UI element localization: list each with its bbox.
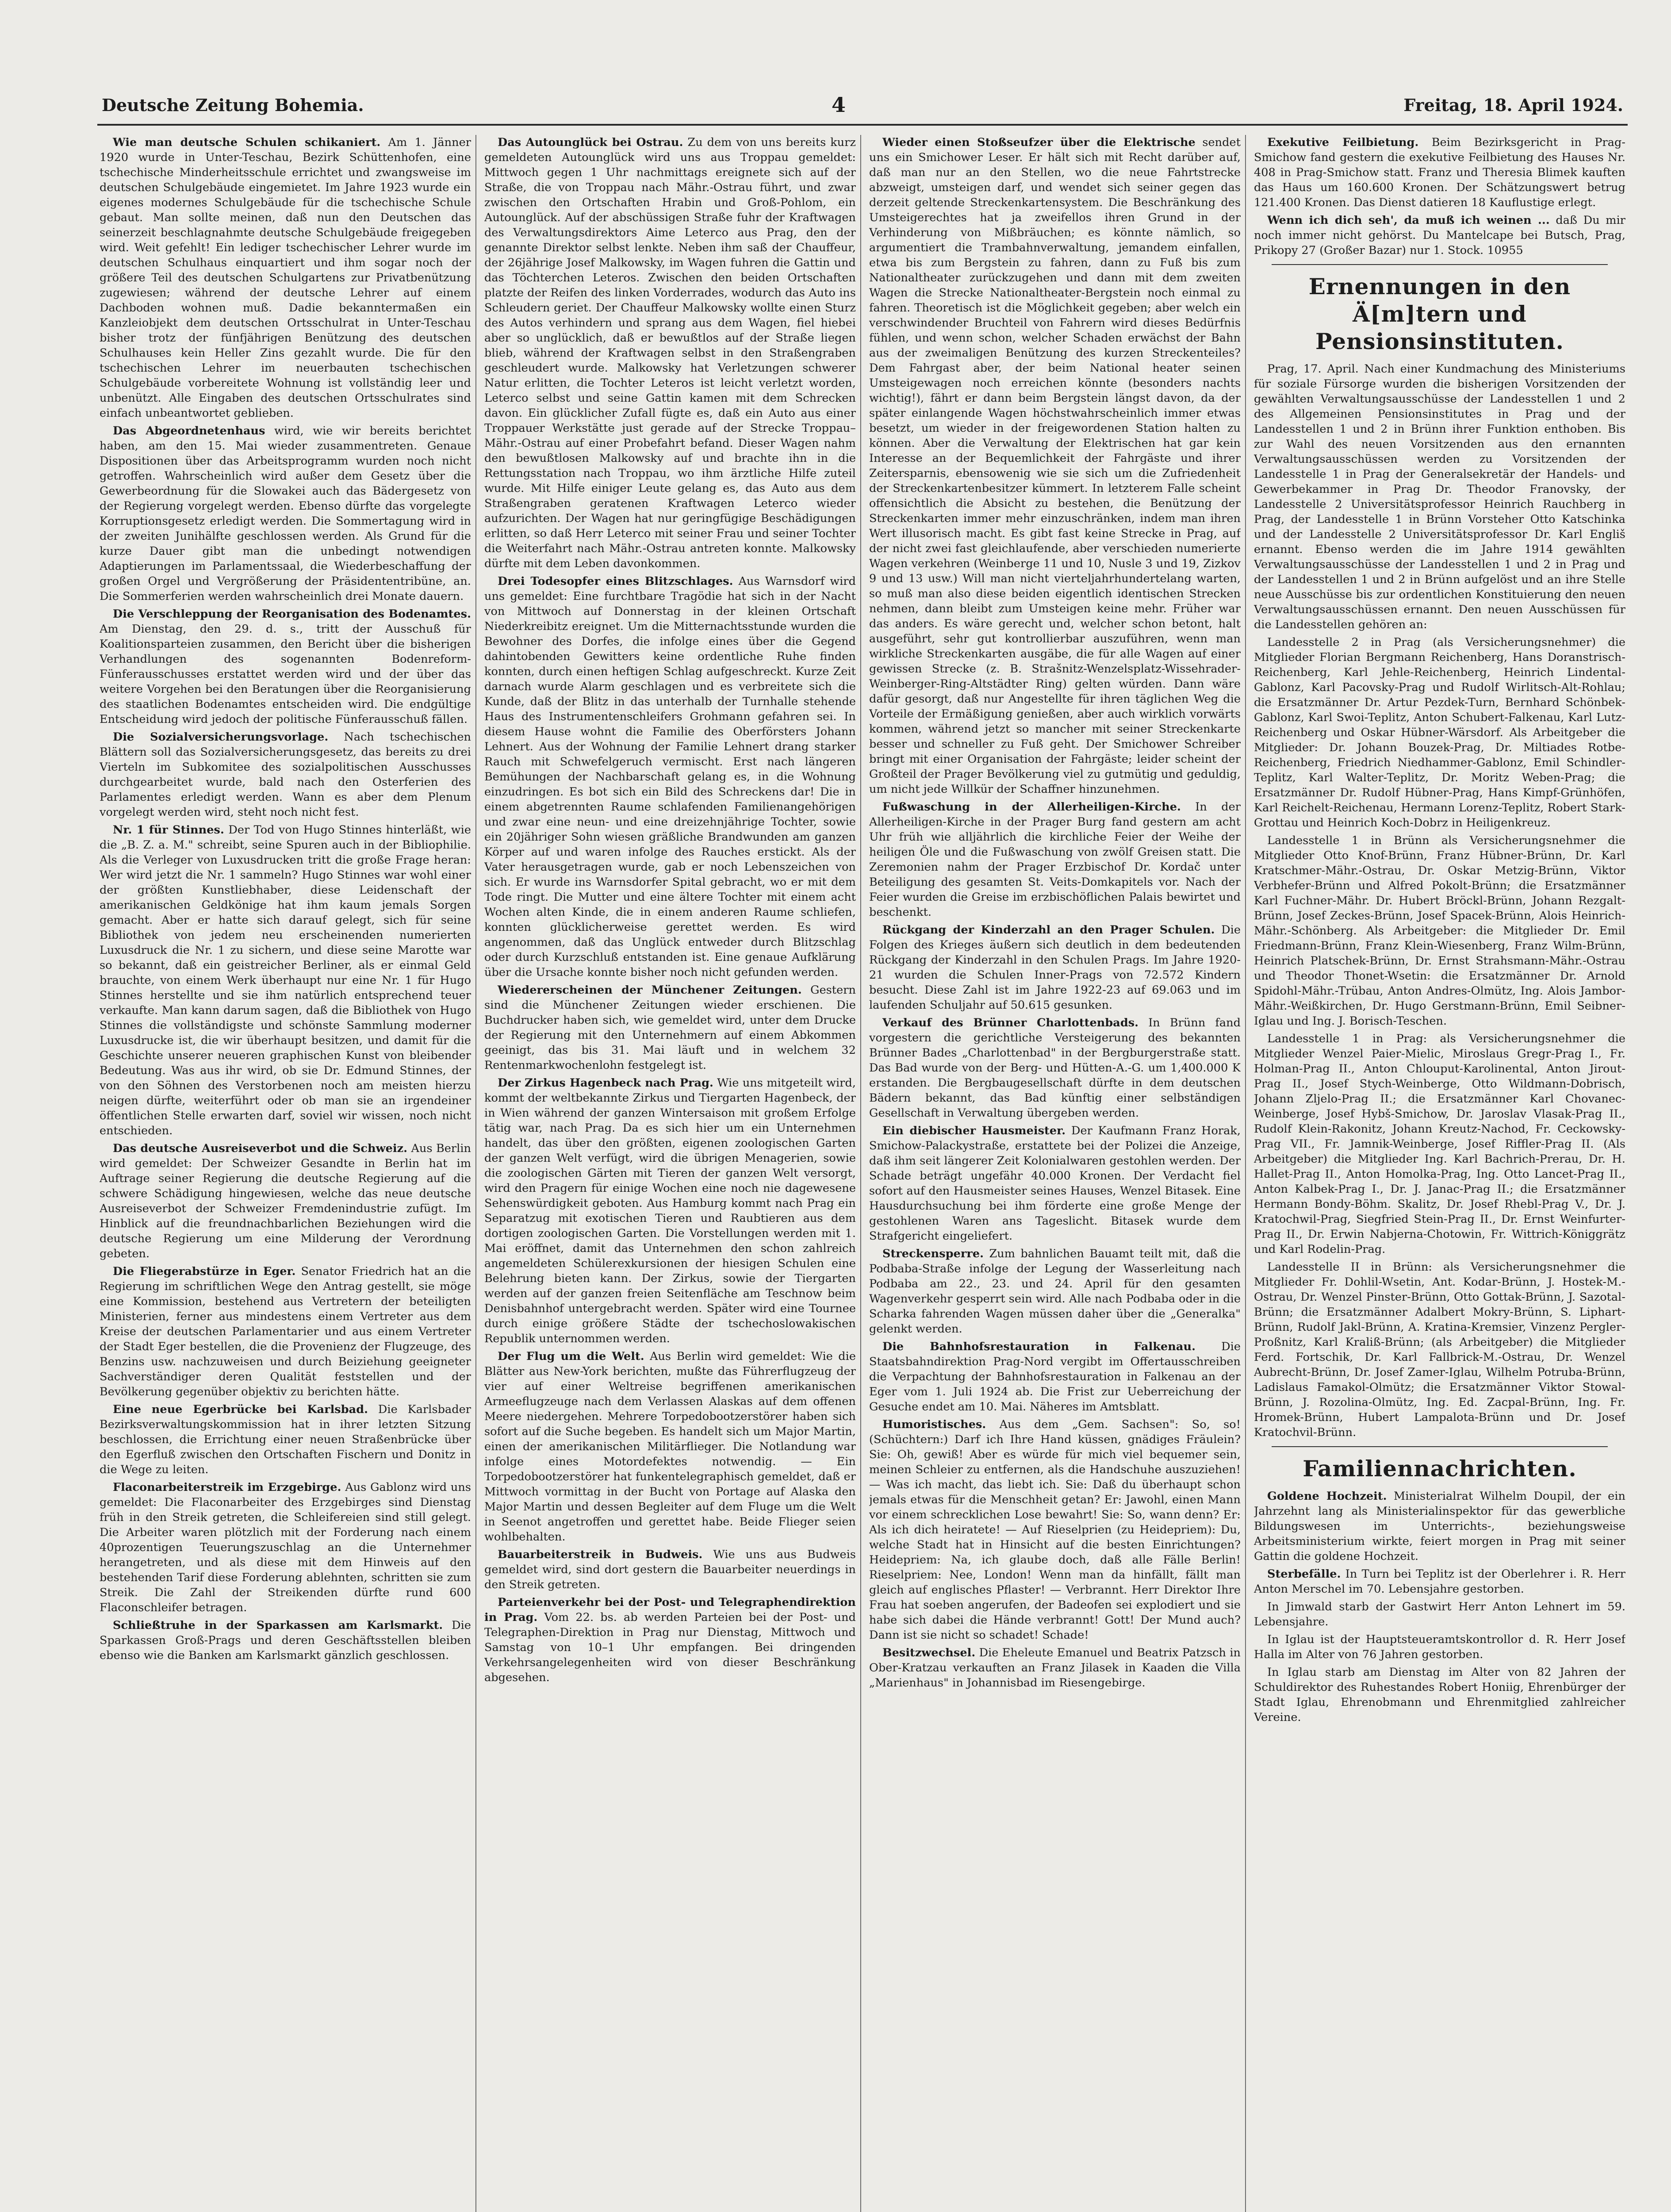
newspaper-page bbox=[84, 86, 1632, 2212]
article-body: sendet uns ein Smichower Leser. Er hält sich mit Recht darüber auf, daß man nur an den Stellen, wo die neue Fahrtstrecke abzweigt, umsteigen darf, und wendet sich seiner gegen das derzeit geltende Streckenkartensystem. Die Beschränkung des Umsteigerechtes hat ja zweifellos ihren Grund in der Verhinderung von Mißbräuchen; es könnte nämlich, so argumentiert die Trambahnverwaltung, jemandem einfallen, etwa bis zum Bergstein zu fahren, dann zu Fuß bis zum Nationaltheater zurückzugehen und dann mit dem zweiten Wagen die Strecke Nationaltheater-Bergstein noch einmal zu fahren. Theoretisch ist die Möglichkeit gegeben; aber welch ein verschwindender Bruchteil von Fahrern wird dieses Bedürfnis fühlen, und wenn schon, welcher Schaden erwächst der Bahn aus der zweimaligen Benützung des kurzen Streckenteiles? Dem Fahrgast aber, der beim National heater seinen Umsteigewagen noch erreichen könnte (besonders nachts wichtig!), fährt er dann beim Bergstein längst davon, da der später einlangende Wagen höchstwahrscheinlich immer etwas besetzt, um wieder in der freigewordenen Station halten zu können. Aber die Verwaltung der Elektrischen hat gar kein Interesse an der Bequemlichkeit der Fahrgäste und ihrer Zeitersparnis, ebensowenig wie sie sich um die Zufriedenheit der Streckenkartenbesitzer kümmert. In letzterem Falle scheint offensichtlich die Absicht zu bestehen, die Benützung der Streckenkarten immer mehr einzuschränken, indem man ihren Wert illusorisch macht. Es gibt fast keine Strecke in Prag, auf der nicht zwei fast gleichlaufende, aber verschieden numerierte Wagen verkehren (Weinberge 11 und 10, Nusle 3 und 19, Zizkov 9 und 13 usw.) Will man nicht vierteljahrhundertelang warten, so muß man also diese beiden eigentlich identischen Strecken nehmen, dann bleibt zum Umsteigen keine mehr. Früher war das anders. Es wäre gerecht und, welcher schon betont, halt ausgeführt, sehr gut kontrollierbar auszuführen, wenn man wirkliche Streckenkarten ausgäbe, die für alle Wagen auf einer gewissen Strecke (z. B. Strašnitz-Wenzelsplatz-Wissehrader-Weinberger-Ring-Altstädter Ring) gelten würden. Dann wäre dafür gesorgt, daß nur Angestellte für ihren täglichen Weg die Vorteile der Ermäßigung genießen, aber auch wirklich vorwärts kommen, während jetzt so mancher mit seiner Streckenkarte besser und schneller zu Fuß geht. Der Smichower Schreiber bringt mit einer Organisation der Fahrgäste; leider scheint der Großteil der Prager Bevölkerung viel zu gutmütig und geduldig, um nicht jede Willkür der Schaffner hinzunehmen. bbox=[869, 136, 1241, 796]
paper-name: Deutsche Zeitung Bohemia. bbox=[102, 95, 364, 115]
article-body: Gestern sind die Münchener Zeitungen wieder erschienen. Die Buchdrucker haben sich, wie gemeldet wird, unter dem Drucke der Regierung mit den Unternehmern auf einem Abkommen geeinigt, das bis 31. Mai läuft und in welchem 32 Rentenmarkwochenlohn festgelegt ist. bbox=[484, 983, 856, 1072]
issue-date: Freitag, 18. April 1924. bbox=[1403, 95, 1623, 115]
article-body: Am 1. Jänner 1920 wurde in Unter-Teschau, Bezirk Schüttenhofen, eine tschechische Minderheitsschule errichtet und zwangsweise im deutschen Schulgebäude eingemietet. Im Jahre 1923 wurde ein eigenes modernes Schulgebäude für die tschechische Schule gebaut. Man sollte meinen, daß nun den Deutschen das seinerzeit beschlagnahmte deutsche Schulgebäude freigegeben wird. Weit gefehlt! Ein lediger tschechischer Lehrer wurde im deutschen Schulhaus einquartiert und ihm sogar noch der größere Teil des deutschen Schulgartens zur Privatbenützung zugewiesen; während der deutsche Lehrer auf einem Dachboden wohnen muß. Dadie bekanntermaßen ein Kanzleiobjekt dem deutschen Ortsschulrat in Unter-Teschau bisher trotz der fünfjährigen Benützung des deutschen Schulhauses kein Heller Zins gezahlt wurde. Die für den tschechischen Lehrer im neuerbauten tschechischen Schulgebäude vorbereitete Wohnung ist vollständig leer und unbenützt. Alle Eingaben des deutschen Ortsschulrates sind einfach unbeantwortet geblieben. bbox=[100, 136, 471, 420]
article-headline: Der Flug um die Welt. bbox=[498, 1350, 644, 1363]
article-body: Die Staatsbahndirektion Prag-Nord vergibt im Offertausschreiben die Verpachtung der Bahnhofsrestauration in Falkenau an der Eger vom 1. Juli 1924 ab. Die Frist zur Ueberreichung der Gesuche endet am 10. Mai. Näheres im Amtsblatt. bbox=[869, 1340, 1241, 1413]
article bbox=[869, 922, 1241, 1013]
article bbox=[100, 423, 471, 604]
article bbox=[869, 1015, 1241, 1121]
article bbox=[1254, 1567, 1625, 1597]
article-body: In der Allerheiligen-Kirche in der Prager Burg fand gestern am acht Uhr früh wie alljährlich die kirchliche Feier der Weihe der heiligen Öle und die Fußwaschung von zwölf Greisen statt. Die Zeremonien nahm der Prager Erzbischof Dr. Kordač unter Beteiligung des gesamten St. Veits-Domkapitels vor. Nach der Feier wurden die Greise im erzbischöflichen Palais bewirtet und beschenkt. bbox=[869, 800, 1241, 919]
article-headline: Ein diebischer Hausmeister. bbox=[882, 1124, 1066, 1137]
article-headline: Goldene Hochzeit. bbox=[1267, 1490, 1387, 1503]
article-body: Beim Bezirksgericht in Prag-Smichow fand gestern die exekutive Feilbietung des Hauses Nr. 408 in Prag-Smichow statt. Franz und Theresia Blimek kauften das Haus um 160.600 Kronen. Der Schätzungswert betrug 121.400 Kronen. Das Dienst datieren 18 Kauflustige erlegt. bbox=[1254, 136, 1625, 209]
article-body: Die Eheleute Emanuel und Beatrix Patzsch in Ober-Kratzau verkauften an Franz Jilasek in Kaaden die Villa „Marienhaus" in Johannisbad im Riesengebirge. bbox=[869, 1646, 1241, 1690]
appointment-paragraph: Landesstelle 1 in Prag: als Versicherungsnehmer die Mitglieder Wenzel Paier-Mielic, Miroslaus Gregr-Prag I., Fr. Holman-Prag II., Anton Chlouput-Karolinental, Anton Jirout-Prag II., Josef Stych-Weinberge, Otto Wildmann-Dobrisch, Johann Zljelo-Prag II.; die Ersatzmänner Karl Chovanec-Weinberge, Josef Hybš-Smichow, Dr. Jaroslav Vlasak-Prag II., Rudolf Klein-Rakonitz, Johann Kreutz-Nachod, Fr. Ceckowsky-Prag VII., Fr. Jamnik-Weinberge, Josef Riffler-Prag II. (Als Arbeitgeber) die Mitglieder Ing. Karl Bachrich-Prerau, Dr. H. Hallet-Prag II., Anton Homolka-Prag, Ing. Otto Lancet-Prag II., Anton Kalbek-Prag I., Dr. J. Janac-Prag II.; die Ersatzmänner Hermann Bondy-Böhm. Skalitz, Dr. Josef Rhebl-Prag V., Dr. J. Kratochwil-Prag, Siegfried Stein-Prag II., Dr. Ernst Weinfurter-Prag II., Dr. Erwin Nabjerna-Chotowin, Fr. Wittrich-Königgrätz und Karl Rodelin-Prag. bbox=[1254, 1032, 1625, 1256]
article bbox=[484, 1595, 856, 1685]
article-body: Wie uns mitgeteilt wird, kommt der weltbekannte Zirkus und Tiergarten Hagenbeck, der in Wien während der ganzen Wintersaison mit großem Erfolge tätig war, nach Prag. Da es sich hier um ein Unternehmen handelt, das über den größten, eigenen zoologischen Garten der ganzen Welt verfügt, wird die übrigen Menagerien, sowie die zoologischen Gärten mit Tieren der ganzen Welt versorgt, wird den Pragern für einige Wochen eine noch nie dagewesene Sehenswürdigkeit geboten. Aus Hamburg kommt nach Prag ein Separatzug mit exotischen Tieren und Raubtieren aus dem dortigen zoologischen Garten. Die Vorstellungen werden mit 1. Mai eröffnet, damit das Unternehmen den schon zahlreich angemeldeten Schülerexkursionen der hiesigen Schulen eine Belehrung bieten kann. Der Zirkus, sowie der Tiergarten werden auf der ganzen freien Seitenfläche am Teschnow beim Denisbahnhof untergebracht werden. Später wird eine Tournee durch einige größere Städte der tschechoslowakischen Republik unternommen werden. bbox=[484, 1076, 856, 1345]
article-headline: Der Zirkus Hagenbeck nach Prag. bbox=[498, 1076, 713, 1090]
appointment-paragraph: Prag, 17. April. Nach einer Kundmachung des Ministeriums für soziale Fürsorge wurden die bisherigen Vorsitzenden der gewählten Verwaltungsausschüsse der Landesstellen 1 und 2 des Allgemeinen Pensionsinstitutes in Prag und der Landesstellen 1 und 2 in Brünn ihrer Funktion enthoben. Bis zur Wahl des neuen Vorsitzenden aus den ernannten Verwaltungsausschüssen werden zu Vorsitzenden der Landesstelle 1 in Prag der Generalsekretär der Handels- und Gewerbekammer in Prag Dr. Theodor Franovsky, der Landesstelle 2 Universitätsprofessor Heinrich Rauchberg in Prag, der Landesstelle 1 in Brünn Vorsteher Otto Katschinka und der Landesstelle 2 Universitätsprofessor Dr. Karl Engliš ernannt. Ebenso werden die im Jahre 1914 gewählten Verwaltungsausschüsse der Landesstellen 1 und 2 in Prag und der Landesstellen 1 und 2 in Brünn aufgelöst und an ihre Stelle neue Ausschüsse bis zur ordentlichen Konstituierung den neuen Verwaltungsausschüssen ernannt. Den neuen Ausschüssen für die Landesstellen gehören an: bbox=[1254, 362, 1625, 631]
article-body: Nach tschechischen Blättern soll das Sozialversicherungsgesetz, das bereits zu drei Vierteln im Subkomitee des sozialpolitischen Ausschusses durchgearbeitet wurde, bald nach den Osterferien des Parlamentes erledigt werden. Wann es aber dem Plenum vorgelegt werden wird, steht noch nicht fest. bbox=[100, 730, 471, 819]
column-divider bbox=[475, 135, 476, 2212]
appointment-paragraph: Landesstelle 2 in Prag (als Versicherungsnehmer) die Mitglieder Florian Bergmann Reichenberg, Hans Doranstrisch-Reichenberg, Karl Jehle-Reichenberg, Heinrich Lindental-Gablonz, Karl Pacovsky-Prag und Rudolf Wirlitsch-Alt-Rohlau; die Ersatzmänner Dr. Artur Pezdek-Turn, Bernhard Schönbek-Gablonz, Karl Swoi-Teplitz, Anton Schubert-Falkenau, Karl Lutz-Reichenberg und Oskar Hübner-Wärsdorf. Als Arbeitgeber die Mitglieder: Dr. Johann Bouzek-Prag, Dr. Miltiades Rotbe-Reichenberg, Friedrich Niedhammer-Gablonz, Emil Schindler-Teplitz, Karl Walter-Teplitz, Dr. Moritz Weben-Prag; die Ersatzmänner Dr. Rudolf Hübner-Prag, Hans Kimpf-Grünhöfen, Karl Reichelt-Reichenau, Hermann Lorenz-Teplitz, Robert Stark-Grottau und Heinrich Koch-Dobrz in Heiligenkreuz. bbox=[1254, 636, 1625, 830]
column-divider bbox=[860, 135, 861, 2212]
article-headline: Das deutsche Ausreiseverbot und die Schweiz. bbox=[113, 1142, 408, 1155]
article-body: Wie uns aus Budweis gemeldet wird, sind dort gestern die Bauarbeiter neuerdings in den Streik getreten. bbox=[484, 1548, 856, 1591]
column-1 bbox=[100, 135, 471, 2212]
article-headline: Flaconarbeiterstreik im Erzgebirge. bbox=[113, 1481, 341, 1494]
article-headline: Parteienverkehr bei der Post- und Telegraphendirektion in Prag. bbox=[484, 1596, 856, 1624]
article-body: In Iglau ist der Hauptsteueramtskontrollor d. R. Herr Josef Halla im Alter von 76 Jahren gestorben. bbox=[1254, 1633, 1625, 1661]
article-headline: Das Abgeordnetenhaus bbox=[113, 424, 265, 438]
article-body: Vom 22. bs. ab werden Parteien bei der Post- und Telegraphen-Direktion in Prag nur Dienstag, Mittwoch und Samstag von 10–1 Uhr empfangen. Bei dringenden Verkehrsangelegenheiten wird von dieser Beschränkung abgesehen. bbox=[484, 1611, 856, 1684]
column-4 bbox=[1254, 135, 1625, 2212]
article bbox=[100, 822, 471, 1138]
article bbox=[1254, 1599, 1625, 1629]
article-headline: Sterbefälle. bbox=[1267, 1567, 1341, 1581]
article bbox=[869, 1123, 1241, 1244]
article-body: Aus dem „Gem. Sachsen": So, so! (Schüchtern:) Darf ich Ihre Hand küssen, gnädiges Fräulein? Sie: Oh, gewiß! Aber es würde für mich viel bequemer sein, meinen Schleier zu entfernen, als die Handschuhe auszuziehen! — Was ich macht, das liebt ich. Sie: Daß du überhaupt schon jemals etwas für die Menschheit getan? Er: Jawohl, einen Mann vor einem schrecklichen Lose bewahrt! Sie: So, wann denn? Er: Als ich dich heiratete! — Auf Rieselprien (zu Heidepriem): Du, welche Stadt hat in Hinsicht auf die besten Einrichtungen? Heidepriem: Na, ich glaube doch, daß alle Fälle Berlin! Rieselpriem: Nee, London! Wenn man da hinfällt, fällt man gleich auf englisches Pflaster! — Verbrannt. Herr Direktor Ihre Frau hat soeben angerufen, der Badeofen sei explodiert und sie habe sich dabei die Hände verbrannt! Gott! Der Mund auch? Dann ist sie nicht so schadet! Schade! bbox=[869, 1418, 1241, 1642]
article bbox=[100, 1141, 471, 1261]
article-headline: Wenn ich dich seh', da muß ich weinen ... bbox=[1267, 214, 1550, 227]
article bbox=[869, 135, 1241, 797]
article-body: Der Kaufmann Franz Horak, Smichow-Palackystraße, erstattete bei der Polizei die Anzeige, daß ihm seit längerer Zeit Kolonialwaren gestohlen werden. Der Schade beträgt ungefähr 40.000 Kronen. Der Verdacht fiel sofort auf den Hausmeister seines Hauses, Wenzel Bitasek. Eine Hausdurchsuchung bei ihm förderte eine große Menge der gestohlenen Waren ans Tageslicht. Bitasek wurde dem Strafgericht eingeliefert. bbox=[869, 1124, 1241, 1243]
article-body: In Iglau starb am Dienstag im Alter von 82 Jahren der Schuldirektor des Ruhestandes Robert Honiig, Ehrenbürger der Stadt Iglau, Ehrenobmann und Ehrenmitglied zahlreicher Vereine. bbox=[1254, 1666, 1625, 1724]
article bbox=[869, 1645, 1241, 1690]
article-body: In Turn bei Teplitz ist der Oberlehrer i. R. Herr Anton Merschel im 70. Lebensjahre gestorben. bbox=[1254, 1567, 1625, 1596]
article bbox=[869, 799, 1241, 920]
column-2 bbox=[484, 135, 856, 2212]
article-body: Senator Friedrich hat an die Regierung im schriftlichen Wege den Antrag gestellt, sie möge eine Kommission, bestehend aus Vertretern der beteiligten Ministerien, ferner aus mindestens einem Vertreter aus dem Kreise der deutschen Parlamentarier und aus einem Vertreter der Stadt Eger bestellen, die die Provenienz der Flugzeuge, des Benzins usw. nachzuweisen und durch Beiziehung geeigneter Sachverständiger deren Qualität feststellen und der Bevölkerung gegenüber objektiv zu berichten hätte. bbox=[100, 1265, 471, 1398]
article-body: Zu dem von uns bereits kurz gemeldeten Autounglück wird uns aus Troppau gemeldet: Mittwoch gegen 1 Uhr nachmittags ereignete sich auf der Straße, die von Troppau nach Mähr.-Ostrau führt, und zwar zwischen den Ortschaften Hrabin und Groß-Pohlom, ein Autounglück. Auf der abschüssigen Straße fuhr der Kraftwagen des Verwaltungsdirektors Aime Leterco aus Prag, den der genannte Direktor selbst lenkte. Neben ihm saß der Chauffeur, der 26jährige Josef Malkowsky, im Wagen fuhren die Gattin und das Töchterchen Leteros. Zwischen den beiden Ortschaften platzte der Reifen des linken Vorderrades, wodurch das Auto ins Schleudern geriet. Der Chauffeur Malkowsky wollte einen Sturz des Autos verhindern und sprang aus dem Wagen, fiel hiebei aber so unglücklich, daß er bewußtlos auf der Straße liegen blieb, während der Kraftwagen selbst in den Straßengraben geschleudert wurde. Malkowsky hat Verletzungen schwerer Natur erlitten, die Tochter Leteros ist leicht verletzt worden, Leterco selbst und seine Gattin kamen mit dem Schrecken davon. Ein glücklicher Zufall fügte es, daß ein Auto aus einer Troppauer Werkstätte just gerade auf der Strecke Troppau–Mähr.-Ostrau auf einer Probefahrt befand. Dieser Wagen nahm den bewußtlosen Malkowsky auf und brachte ihn in die Rettungsstation nach Troppau, wo ihm ärztliche Hilfe zuteil wurde. Mit Hilfe einiger Leute gelang es, das Auto aus dem Straßengraben geratenen Kraftwagen Leterco wieder aufzurichten. Der Wagen hat nur geringfügige Beschädigungen erlitten, so daß Herr Leterco mit seiner Frau und seiner Tochter die Weiterfahrt nach Mähr.-Ostrau antreten konnte. Malkowsky dürfte mit dem Leben davonkommen. bbox=[484, 136, 856, 570]
article bbox=[869, 1339, 1241, 1414]
appointment-paragraph: Landesstelle 1 in Brünn als Versicherungsnehmer die Mitglieder Otto Knof-Brünn, Franz Hübner-Brünn, Dr. Karl Kratschmer-Mähr.-Ostrau, Dr. Oskar Metzig-Brünn, Viktor Verbhefer-Brünn und Alfred Pokolt-Brünn; die Ersatzmänner Karl Fuchner-Mähr. Dr. Hubert Bröckl-Brünn, Johann Rezgalt-Brünn, Josef Zeckes-Brünn, Josef Spacek-Brünn, Alois Heinrich-Mähr.-Schönberg. Als Arbeitgeber: die Mitglieder Dr. Emil Friedmann-Brünn, Franz Klein-Wiesenberg, Franz Wilm-Brünn, Heinrich Platschek-Brünn, Dr. Ernst Strahsmann-Mähr.-Ostrau und Theodor Thonet-Wsetin: die Ersatzmänner Dr. Arnold Spidohl-Mähr.-Trübau, Anton Andres-Olmütz, Ing. Alois Jambor-Mähr.-Weißkirchen, Dr. Hugo Gerstmann-Brünn, Emil Seibner-Iglau und Ing. J. Borisch-Teschen. bbox=[1254, 834, 1625, 1028]
masthead-rule bbox=[97, 124, 1628, 126]
article bbox=[100, 607, 471, 727]
article bbox=[1254, 1632, 1625, 1662]
article-body: wird, wie wir bereits berichtet haben, am den 15. Mai wieder zusammentreten. Genaue Dispositionen über das Arbeitsprogramm wurden noch nicht getroffen. Wahrscheinlich wird außer dem Gesetz über die Gewerbeordnung für die Slowakei auch das Bädergesetz von der Regierung vorgelegt werden. Ebenso dürfte das vorgelegte Korruptionsgesetz erledigt werden. Die Sommertagung wird in der zweiten Junihälfte geschlossen werden. Als Grund für die kurze Dauer gibt man die unbedingt notwendigen Adaptierungen im Parlamentssaal, die Wiederbeschaffung der großen Orgel und Vergrößerung der Präsidententribüne, an. Die Sommerferien werden wahrscheinlich drei Monate dauern. bbox=[100, 424, 471, 603]
article-headline: Schließtruhe in der Sparkassen am Karlsmarkt. bbox=[113, 1619, 443, 1632]
article-headline: Die Verschleppung der Reorganisation des Bodenamtes. bbox=[113, 607, 471, 621]
article-headline: Die Fliegerabstürze in Eger. bbox=[113, 1265, 296, 1278]
article bbox=[100, 135, 471, 421]
article-headline: Streckensperre. bbox=[882, 1247, 984, 1260]
article bbox=[484, 574, 856, 980]
article-body: Die Folgen des Krieges äußern sich deutlich in dem bedeutenden Rückgang der Kinderzahl in den Schulen Prags. Im Jahre 1920-21 wurden die Schulen Inner-Prags von 72.572 Kindern besucht. Diese Zahl ist im Jahre 1922-23 auf 69.063 und im laufenden Schuljahr auf 50.615 gesunken. bbox=[869, 923, 1241, 1012]
section-heading-appointments: Ernennungen in den Ä[m]tern und Pensionsinstituten. bbox=[1308, 273, 1571, 354]
article-headline: Wieder einen Stoßseufzer über die Elektrische bbox=[882, 136, 1196, 149]
article-headline: Fußwaschung in der Allerheiligen-Kirche. bbox=[882, 800, 1181, 814]
article bbox=[1254, 135, 1625, 210]
article-body: Der Tod von Hugo Stinnes hinterläßt, wie die „B. Z. a. M." schreibt, seine Spuren auch in der Bibliophilie. Als die Verleger von Luxusdrucken tritt die große Frage heran: Wer wird jetzt die Nr. 1 sammeln? Hugo Stinnes war wohl einer der größten Kunstliebhaber, diese Leidenschaft der amerikanischen Geldkönige hat ihm kaum jemals Sorgen gemacht. Aber er hatte sich darauf gelegt, sich für seine Bibliothek von jedem neu erscheinenden numerierten Luxusdruck die Nr. 1 zu sichern, und diese seine Marotte war so bekannt, daß ein geistreicher Berliner, als er einmal Geld brauchte, von einem Werk überhaupt nur eine Nr. 1 für Hugo Stinnes herstellte und sie ihm natürlich entsprechend teuer verkaufte. Man kann darum sagen, daß die Bibliothek von Hugo Stinnes die vollständigste und schönste Sammlung moderner Luxusdrucke ist, die wir überhaupt besitzen, und damit für die Geschichte unserer neueren graphischen Kunst von bleibender Bedeutung. Was aus ihr wird, ob sie Dr. Edmund Stinnes, der von den Söhnen des Verstorbenen noch am meisten hierzu neigen dürfte, weiterführt oder ob man sie an irgendeiner öffentlichen Stelle erwarten darf, soviel wir wissen, noch nicht entschieden. bbox=[100, 823, 471, 1137]
article-headline: Verkauf des Brünner Charlottenbads. bbox=[882, 1016, 1139, 1029]
article-headline: Die Sozialversicherungsvorlage. bbox=[113, 730, 329, 744]
article-headline: Wie man deutsche Schulen schikaniert. bbox=[113, 136, 381, 149]
column-3 bbox=[869, 135, 1241, 2212]
article-body: Aus Gablonz wird uns gemeldet: Die Flaconarbeiter des Erzgebirges sind Dienstag früh in den Streik getreten, die Schleifereien sind still gelegt. Die Arbeiter waren plötzlich mit der Forderung nach einem 40prozentigen Teuerungszuschlag an die Unternehmer herangetreten, und als diese mit dem Hinweis auf den bestehenden Tarif diese Forderung ablehnten, schritten sie zum Streik. Die Zahl der Streikenden dürfte rund 600 Flaconschleifer betragen. bbox=[100, 1481, 471, 1614]
article-body: Aus Berlin wird gemeldet: Wie die Blätter aus New-York berichten, mußte das Führerflugzeug der vier auf einer Weltreise begriffenen amerikanischen Armeeflugzeuge nach dem Verlassen Alaskas auf dem offenen Meere niedergehen. Mehrere Torpedobootzerstörer haben sich sofort auf die Suche begeben. Es handelt sich um Major Martin, einen der amerikanischen Militärflieger. Die Notlandung war infolge eines Motordefektes notwendig. — Ein Torpedobootzerstörer hat funkentelegraphisch gemeldet, daß er Mittwoch vormittag in der Bucht von Portage auf Alaska den Major Martin und dessen Begleiter auf dem Fluge um die Welt in Seenot angetroffen und gerettet habe. Beide Flieger seien wohlbehalten. bbox=[484, 1350, 856, 1544]
article-body: In Jimwald starb der Gastwirt Herr Anton Lehnert im 59. Lebensjahre. bbox=[1254, 1600, 1625, 1628]
article-body: Aus Berlin wird gemeldet: Der Schweizer Gesandte in Berlin hat im Auftrage seiner Regierung die deutsche Regierung auf die schwere Schädigung hingewiesen, welche das neue deutsche Ausreiseverbot der Schweizer Fremdenindustrie zufügt. Im Hinblick auf die freundnachbarlichen Beziehungen wird die deutsche Regierung um eine Milderung der Verordnung gebeten. bbox=[100, 1142, 471, 1260]
article-body: In Brünn fand vorgestern die gerichtliche Versteigerung des bekannten Brünner Bades „Charlottenbad" in der Bergburgerstraße statt. Das Bad wurde von der Berg- und Hütten-A.-G. um 1,400.000 K erstanden. Die Bergbaugesellschaft dürfte in dem deutschen Bädern bekannt, das Bad künftig einer selbständigen Gesellschaft in Verwaltung übergeben werden. bbox=[869, 1016, 1241, 1120]
article-body: Die Sparkassen Groß-Prags und deren Geschäftsstellen bleiben ebenso wie die Banken am Karlsmarkt gänzlich geschlossen. bbox=[100, 1619, 471, 1662]
article-body: daß Du mir noch immer nicht gehörst. Du Mantelcape bei Butsch, Prag, Prikopy 27 (Großer Bazar) nur 1. Stock. 10955 bbox=[1254, 214, 1625, 257]
page-number: 4 bbox=[832, 93, 846, 117]
article-headline: Exekutive Feilbietung. bbox=[1267, 136, 1419, 149]
article bbox=[484, 1349, 856, 1544]
section-rule bbox=[1272, 264, 1608, 265]
column-divider bbox=[1245, 135, 1246, 2212]
article-headline: Humoristisches. bbox=[882, 1418, 986, 1431]
article-body: Ministerialrat Wilhelm Doupil, der ein Jahrzehnt lang als Ministerialinspektor für das gewerbliche Bildungswesen im Unterrichts-, beziehungsweise Arbeitsministerium wirkte, feiert morgen in Prag mit seiner Gattin die goldene Hochzeit. bbox=[1254, 1490, 1625, 1563]
article bbox=[484, 983, 856, 1073]
section-rule bbox=[1272, 1446, 1608, 1447]
appointment-paragraph: Landesstelle II in Brünn: als Versicherungsnehmer die Mitglieder Fr. Dohlil-Wsetin, Ant. Kodar-Brünn, J. Hostek-M.-Ostrau, Dr. Wenzel Pinster-Brünn, Otto Gottak-Brünn, J. Sazotal-Brünn; die Ersatzmänner Adalbert Mokry-Brünn, S. Liphart-Brünn, Rudolf Jakl-Brünn, A. Kratina-Kremsier, Vinzenz Pergler-Proßnitz, Karl Kraliß-Brünn; (als Arbeitgeber) die Mitglieder Ferd. Fortschik, Dr. Karl Fallbrick-M.-Ostrau, Dr. Wenzel Aubrecht-Brünn, Dr. Josef Zamer-Iglau, Wilhelm Potruba-Brünn, Ladislaus Famakol-Olmütz; die Ersatzmänner Viktor Stowal-Brünn, J. Rozolina-Olmütz, Ing. Ed. Zacpal-Brünn, Ing. Fr. Hromek-Brünn, Hubert Lampalota-Brünn und Dr. Josef Kratochvil-Brünn. bbox=[1254, 1260, 1625, 1439]
article bbox=[484, 1547, 856, 1592]
article-headline: Das Autounglück bei Ostrau. bbox=[498, 136, 683, 149]
article-headline: Bauarbeiterstreik in Budweis. bbox=[498, 1548, 703, 1561]
article-headline: Eine neue Egerbrücke bei Karlsbad. bbox=[113, 1403, 368, 1416]
article bbox=[484, 1075, 856, 1346]
article-headline: Die Bahnhofsrestauration in Falkenau. bbox=[882, 1340, 1196, 1353]
section-heading-family: Familiennachrichten. bbox=[1303, 1455, 1577, 1482]
article bbox=[1254, 1665, 1625, 1725]
article-body: Zum bahnlichen Bauamt teilt mit, daß die Podbaba-Straße infolge der Legung der Wasserleitung nach Podbaba am 22., 23. und 24. April für den gesamten Wagenverkehr gesperrt sein wird. Alle nach Podbaba oder in die Scharka fahrenden Wagen müssen daher über die „Generalka" gelenkt werden. bbox=[869, 1247, 1241, 1336]
article bbox=[484, 135, 856, 571]
article-body: Die Karlsbader Bezirksverwaltungskommission hat in ihrer letzten Sitzung beschlossen, die Errichtung einer neuen Straßenbrücke über den Egerfluß zwischen den Ortschaften Fischern und Donitz in die Wege zu leiten. bbox=[100, 1403, 471, 1476]
article bbox=[100, 1402, 471, 1477]
article-headline: Drei Todesopfer eines Blitzschlages. bbox=[498, 575, 733, 588]
article bbox=[1254, 1489, 1625, 1564]
article-body: Aus Warnsdorf wird uns gemeldet: Eine furchtbare Tragödie hat sich in der Nacht von Mittwoch auf Donnerstag in der kleinen Ortschaft Niederkreibitz ereignet. Um die Mitternachtsstunde wurden die Bewohner des Dorfes, die infolge eines über die Gegend dahintobenden Gewitters keine ordentliche Ruhe finden konnten, durch einen heftigen Schlag aufgeschreckt. Kurze Zeit darnach wurde Alarm geschlagen und es verbreitete sich die Kunde, daß der Blitz in das unterhalb der Turnhalle stehende Haus des Instrumentenschleifers Grohmann gefahren sei. In diesem Hause wohnt die Familie des Oberförsters Johann Lehnert. Aus der Wohnung der Familie Lehnert drang starker Rauch mit Schwefelgeruch vermischt. Erst nach längeren Bemühungen der Nachbarschaft gelang es, in die Wohnung einzudringen. Es bot sich ein Bild des Schreckens dar! Die in einem abgetrennten Raume schlafenden Familienangehörigen und zwar eine neun- und eine dreizehnjährige Tochter, sowie ein 20jähriger Sohn wiesen gräßliche Brandwunden am ganzen Körper auf und waren infolge des Rauches erstickt. Als der Vater herausgetragen wurde, gab er noch Lebenszeichen von sich. Er wurde ins Warnsdorfer Spital gebracht, wo er mit dem Tode ringt. Die Mutter und eine ältere Tochter mit einem acht Wochen alten Kinde, die in einem anderen Raume schliefen, konnten glücklicherweise gerettet werden. Es wird angenommen, daß das Unglück entweder durch Blitzschlag oder durch Kurzschluß entstanden ist. Eine genaue Aufklärung über die Ursache konnte bisher noch nicht gefunden werden. bbox=[484, 575, 856, 979]
article bbox=[100, 1264, 471, 1399]
article-headline: Wiedererscheinen der Münchener Zeitungen. bbox=[498, 983, 802, 997]
article bbox=[869, 1417, 1241, 1643]
article-body: Am Dienstag, den 29. d. s., tritt der Ausschuß für Koalitionsparteien zusammen, den Bericht über die bisherigen Verhandlungen des sogenannten Bodenreform-Fünferausschusses erstattet werden wird und der über das weitere Vorgehen bei den Beratungen über die Reorganisierung des staatlichen Bodenamtes entscheiden wird. Die endgültige Entscheidung wird jedoch der politische Fünferausschuß fällen. bbox=[100, 622, 471, 726]
article-headline: Nr. 1 für Stinnes. bbox=[113, 823, 224, 837]
article bbox=[100, 730, 471, 820]
article bbox=[1254, 213, 1625, 258]
article bbox=[869, 1246, 1241, 1336]
masthead bbox=[84, 86, 1632, 122]
article-headline: Rückgang der Kinderzahl an den Prager Schulen. bbox=[882, 923, 1215, 937]
article bbox=[100, 1618, 471, 1663]
article bbox=[100, 1480, 471, 1615]
article-headline: Besitzwechsel. bbox=[882, 1646, 976, 1659]
